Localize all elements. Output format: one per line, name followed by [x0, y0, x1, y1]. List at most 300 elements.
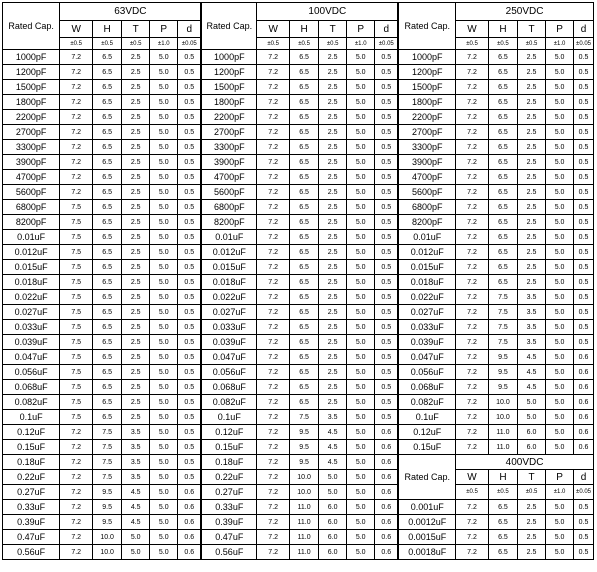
- dim-p-cell: 5.0: [150, 320, 178, 335]
- dim-t-cell: 4.5: [518, 350, 546, 365]
- dim-d-cell: 0.5: [178, 65, 202, 80]
- capacitance-cell: 8200pF: [201, 215, 256, 230]
- capacitance-cell: 0.012uF: [201, 245, 256, 260]
- dim-h-cell: 6.5: [93, 320, 122, 335]
- tolerance-header-w: ±0.5: [456, 38, 489, 50]
- capacitance-cell: 0.33uF: [201, 500, 256, 515]
- dim-t-cell: 6.0: [518, 425, 546, 440]
- dim-t-cell: 2.5: [122, 65, 150, 80]
- dim-d-cell: 0.5: [375, 65, 399, 80]
- dim-w-cell: 7.2: [257, 545, 290, 560]
- tolerance-header-h: ±0.5: [290, 38, 319, 50]
- dim-w-cell: 7.2: [456, 125, 489, 140]
- tolerance-header-p: ±1.0: [546, 38, 574, 50]
- table-row: [3, 125, 594, 140]
- dim-w-cell: 7.2: [60, 530, 93, 545]
- table-row: [3, 305, 594, 320]
- dim-w-cell: 7.2: [257, 155, 290, 170]
- capacitance-cell: 0.047uF: [3, 350, 60, 365]
- capacitance-cell: 0.068uF: [398, 380, 455, 395]
- dim-h-cell: 6.5: [488, 275, 517, 290]
- dim-h-cell: 6.5: [93, 275, 122, 290]
- voltage-header-row: [3, 3, 594, 21]
- dim-w-cell: 7.5: [60, 410, 93, 425]
- dim-p-cell: 5.0: [150, 305, 178, 320]
- dim-t-cell: 2.5: [122, 50, 150, 65]
- dim-h-cell: 6.5: [488, 245, 517, 260]
- tolerance-header-400-t: ±0.5: [518, 485, 546, 500]
- dim-p-cell: 5.0: [546, 380, 574, 395]
- dimension-header-400-h: H: [488, 470, 517, 485]
- dim-w-cell: 7.5: [60, 350, 93, 365]
- dim-d-cell: 0.5: [375, 215, 399, 230]
- dim-h-cell: 6.5: [93, 50, 122, 65]
- capacitance-cell: 0.027uF: [201, 305, 256, 320]
- dim-d-cell: 0.5: [178, 470, 202, 485]
- dim-t-cell: 2.5: [518, 500, 546, 515]
- dim-h-cell: 6.5: [290, 140, 319, 155]
- dim-p-cell: 5.0: [546, 245, 574, 260]
- dim-h-cell: 6.5: [93, 395, 122, 410]
- dim-t-cell: 2.5: [122, 410, 150, 425]
- dimension-header-w: W: [60, 21, 93, 38]
- dim-t-cell: 2.5: [319, 140, 347, 155]
- dim-w-cell: 7.2: [456, 290, 489, 305]
- dim-w-cell: 7.2: [60, 95, 93, 110]
- dim-h-cell: 6.5: [93, 125, 122, 140]
- table-row: [3, 380, 594, 395]
- dim-h-cell: 6.5: [290, 290, 319, 305]
- dim-p-cell: 5.0: [347, 455, 375, 470]
- capacitance-cell: 1500pF: [201, 80, 256, 95]
- dim-w-cell: 7.2: [60, 80, 93, 95]
- table-row: [3, 485, 594, 500]
- dim-w-cell: 7.2: [456, 305, 489, 320]
- dim-d-cell: 0.5: [375, 260, 399, 275]
- dim-t-cell: 2.5: [122, 305, 150, 320]
- dim-h-cell: 6.5: [93, 305, 122, 320]
- dim-h-cell: 6.5: [488, 80, 517, 95]
- voltage-header: 250VDC: [456, 3, 594, 21]
- dim-p-cell: 5.0: [347, 545, 375, 560]
- dim-w-cell: 7.2: [257, 500, 290, 515]
- dim-t-cell: 4.5: [518, 380, 546, 395]
- dim-h-cell: 9.5: [93, 485, 122, 500]
- tolerance-header-p: ±1.0: [347, 38, 375, 50]
- dim-p-cell: 5.0: [347, 80, 375, 95]
- dim-t-cell: 5.0: [319, 470, 347, 485]
- capacitance-cell: 0.33uF: [3, 500, 60, 515]
- dim-t-cell: 2.5: [122, 395, 150, 410]
- table-row: [3, 350, 594, 365]
- dim-t-cell: 5.0: [122, 545, 150, 560]
- capacitor-dimension-table-container: [2, 2, 594, 560]
- dim-p-cell: 5.0: [546, 500, 574, 515]
- dim-p-cell: 5.0: [347, 65, 375, 80]
- dim-t-cell: 2.5: [518, 530, 546, 545]
- dim-p-cell: 5.0: [546, 350, 574, 365]
- dim-h-cell: 6.5: [93, 230, 122, 245]
- dim-d-cell: 0.5: [178, 80, 202, 95]
- dim-d-cell: 0.5: [375, 95, 399, 110]
- dim-h-cell: 6.5: [93, 245, 122, 260]
- dim-w-cell: 7.2: [257, 485, 290, 500]
- capacitance-cell: 3900pF: [3, 155, 60, 170]
- table-header: [3, 3, 594, 50]
- capacitance-cell: 0.082uF: [201, 395, 256, 410]
- dim-p-cell: 5.0: [347, 275, 375, 290]
- dim-h-cell: 6.5: [290, 50, 319, 65]
- capacitance-cell: 0.27uF: [201, 485, 256, 500]
- dim-w-cell: 7.2: [257, 65, 290, 80]
- dim-t-cell: 2.5: [319, 320, 347, 335]
- dim-w-cell: 7.2: [257, 530, 290, 545]
- dim-w-cell: 7.2: [456, 500, 489, 515]
- table-row: [3, 425, 594, 440]
- dim-t-cell: 2.5: [319, 350, 347, 365]
- dimension-header-d: d: [375, 21, 399, 38]
- dim-h-cell: 9.5: [93, 500, 122, 515]
- dim-w-cell: 7.2: [60, 500, 93, 515]
- table-row: [3, 110, 594, 125]
- dim-p-cell: 5.0: [347, 230, 375, 245]
- capacitance-cell: 0.015uF: [398, 260, 455, 275]
- dim-h-cell: 6.5: [290, 155, 319, 170]
- dim-t-cell: 2.5: [122, 230, 150, 245]
- capacitance-cell: 2700pF: [201, 125, 256, 140]
- dim-d-cell: 0.6: [178, 500, 202, 515]
- dim-p-cell: 5.0: [546, 155, 574, 170]
- dim-p-cell: 5.0: [150, 110, 178, 125]
- voltage-header-400: 400VDC: [456, 455, 594, 470]
- table-row: [3, 320, 594, 335]
- dim-d-cell: 0.5: [375, 200, 399, 215]
- dim-w-cell: 7.2: [257, 335, 290, 350]
- dim-d-cell: 0.5: [574, 95, 594, 110]
- dim-w-cell: 7.2: [257, 275, 290, 290]
- dim-p-cell: 5.0: [150, 245, 178, 260]
- capacitance-cell: 0.22uF: [3, 470, 60, 485]
- dimension-header-t: T: [319, 21, 347, 38]
- table-row: [3, 155, 594, 170]
- dim-t-cell: 2.5: [518, 215, 546, 230]
- dim-h-cell: 6.5: [488, 260, 517, 275]
- dim-w-cell: 7.2: [60, 470, 93, 485]
- table-body: [3, 50, 594, 560]
- dim-p-cell: 5.0: [546, 140, 574, 155]
- dim-d-cell: 0.5: [178, 440, 202, 455]
- dim-h-cell: 6.5: [93, 200, 122, 215]
- dim-h-cell: 6.5: [93, 215, 122, 230]
- dim-p-cell: 5.0: [347, 125, 375, 140]
- dimension-header-row: [3, 21, 594, 38]
- dim-h-cell: 9.5: [488, 380, 517, 395]
- dim-h-cell: 6.5: [290, 80, 319, 95]
- capacitance-cell: 6800pF: [398, 200, 455, 215]
- table-row: [3, 215, 594, 230]
- capacitance-cell: 6800pF: [201, 200, 256, 215]
- capacitance-cell: 0.18uF: [201, 455, 256, 470]
- dim-p-cell: 5.0: [546, 545, 574, 560]
- dim-p-cell: 5.0: [347, 110, 375, 125]
- capacitance-cell: 0.047uF: [201, 350, 256, 365]
- dim-h-cell: 9.5: [488, 350, 517, 365]
- capacitance-cell: 8200pF: [3, 215, 60, 230]
- dim-d-cell: 0.5: [375, 350, 399, 365]
- capacitance-cell: 0.047uF: [398, 350, 455, 365]
- dim-d-cell: 0.5: [178, 395, 202, 410]
- dim-h-cell: 6.5: [93, 170, 122, 185]
- dim-h-cell: 6.5: [488, 515, 517, 530]
- dim-p-cell: 5.0: [150, 65, 178, 80]
- capacitance-cell: 0.068uF: [3, 380, 60, 395]
- capacitance-cell: 0.1uF: [398, 410, 455, 425]
- dim-h-cell: 6.5: [290, 65, 319, 80]
- tolerance-header-400-w: ±0.5: [456, 485, 489, 500]
- dim-d-cell: 0.6: [375, 545, 399, 560]
- dim-w-cell: 7.2: [456, 215, 489, 230]
- dim-p-cell: 5.0: [546, 80, 574, 95]
- voltage-header: 63VDC: [60, 3, 202, 21]
- dim-p-cell: 5.0: [150, 275, 178, 290]
- capacitor-dimension-table: [2, 2, 594, 560]
- dim-w-cell: 7.2: [257, 395, 290, 410]
- table-row: [3, 455, 594, 470]
- dim-t-cell: 3.5: [122, 440, 150, 455]
- dim-t-cell: 2.5: [518, 125, 546, 140]
- dim-h-cell: 6.5: [93, 80, 122, 95]
- dim-p-cell: 5.0: [347, 410, 375, 425]
- dim-p-cell: 5.0: [150, 185, 178, 200]
- dimension-header-400-w: W: [456, 470, 489, 485]
- capacitance-cell: 3900pF: [201, 155, 256, 170]
- dim-w-cell: 7.2: [456, 395, 489, 410]
- capacitance-cell: 3900pF: [398, 155, 455, 170]
- dim-w-cell: 7.2: [60, 170, 93, 185]
- capacitance-cell: 8200pF: [398, 215, 455, 230]
- capacitance-cell: 2200pF: [398, 110, 455, 125]
- dim-d-cell: 0.5: [375, 365, 399, 380]
- dim-t-cell: 5.0: [319, 485, 347, 500]
- dim-p-cell: 5.0: [150, 260, 178, 275]
- capacitance-cell: 0.47uF: [3, 530, 60, 545]
- capacitance-cell: 2200pF: [3, 110, 60, 125]
- dim-w-cell: 7.2: [456, 275, 489, 290]
- dim-p-cell: 5.0: [546, 95, 574, 110]
- table-row: [3, 440, 594, 455]
- dim-w-cell: 7.2: [257, 80, 290, 95]
- dim-d-cell: 0.5: [178, 275, 202, 290]
- dim-p-cell: 5.0: [546, 200, 574, 215]
- capacitance-cell: 1200pF: [3, 65, 60, 80]
- dim-w-cell: 7.2: [456, 515, 489, 530]
- table-row: [3, 515, 594, 530]
- dim-d-cell: 0.5: [574, 155, 594, 170]
- dim-p-cell: 5.0: [150, 155, 178, 170]
- dim-h-cell: 6.5: [290, 365, 319, 380]
- dim-t-cell: 2.5: [319, 290, 347, 305]
- rated-cap-header-400: Rated Cap.: [398, 455, 455, 500]
- dim-h-cell: 6.5: [93, 95, 122, 110]
- dim-p-cell: 5.0: [150, 440, 178, 455]
- dim-h-cell: 6.5: [290, 125, 319, 140]
- dim-t-cell: 3.5: [122, 470, 150, 485]
- capacitance-cell: 0.082uF: [398, 395, 455, 410]
- capacitance-cell: 0.12uF: [398, 425, 455, 440]
- dim-h-cell: 6.5: [93, 365, 122, 380]
- dim-p-cell: 5.0: [150, 230, 178, 245]
- dim-h-cell: 11.0: [488, 440, 517, 455]
- dim-d-cell: 0.5: [574, 80, 594, 95]
- tolerance-header-400-p: ±1.0: [546, 485, 574, 500]
- dim-h-cell: 6.5: [488, 125, 517, 140]
- dim-t-cell: 4.5: [319, 440, 347, 455]
- capacitance-cell: 0.039uF: [201, 335, 256, 350]
- tolerance-header-t: ±0.5: [518, 38, 546, 50]
- dim-h-cell: 6.5: [488, 185, 517, 200]
- dim-d-cell: 0.5: [178, 155, 202, 170]
- dim-h-cell: 10.0: [290, 470, 319, 485]
- dim-t-cell: 3.5: [122, 425, 150, 440]
- table-row: [3, 275, 594, 290]
- dim-d-cell: 0.5: [574, 530, 594, 545]
- dim-p-cell: 5.0: [546, 395, 574, 410]
- dim-w-cell: 7.2: [257, 410, 290, 425]
- dim-w-cell: 7.2: [60, 155, 93, 170]
- dim-w-cell: 7.2: [60, 140, 93, 155]
- dim-t-cell: 2.5: [122, 170, 150, 185]
- dim-h-cell: 6.5: [290, 185, 319, 200]
- dim-p-cell: 5.0: [347, 185, 375, 200]
- dim-p-cell: 5.0: [546, 230, 574, 245]
- dim-t-cell: 2.5: [518, 260, 546, 275]
- dim-w-cell: 7.5: [60, 320, 93, 335]
- dim-w-cell: 7.2: [456, 230, 489, 245]
- dim-d-cell: 0.6: [375, 470, 399, 485]
- dim-w-cell: 7.5: [60, 275, 93, 290]
- dim-d-cell: 0.5: [375, 395, 399, 410]
- dim-w-cell: 7.2: [456, 530, 489, 545]
- capacitance-cell: 3300pF: [3, 140, 60, 155]
- dim-w-cell: 7.2: [60, 455, 93, 470]
- dim-w-cell: 7.2: [60, 110, 93, 125]
- dim-w-cell: 7.2: [456, 185, 489, 200]
- dim-w-cell: 7.2: [60, 425, 93, 440]
- dim-d-cell: 0.5: [574, 230, 594, 245]
- dim-w-cell: 7.2: [257, 200, 290, 215]
- dim-h-cell: 6.5: [290, 230, 319, 245]
- dim-w-cell: 7.2: [60, 485, 93, 500]
- dim-d-cell: 0.5: [375, 290, 399, 305]
- dimension-header-p: P: [347, 21, 375, 38]
- dim-w-cell: 7.2: [60, 65, 93, 80]
- dim-w-cell: 7.2: [257, 215, 290, 230]
- dim-h-cell: 6.5: [488, 50, 517, 65]
- dim-t-cell: 2.5: [319, 380, 347, 395]
- capacitance-cell: 0.56uF: [3, 545, 60, 560]
- dim-h-cell: 7.5: [93, 470, 122, 485]
- dim-p-cell: 5.0: [347, 500, 375, 515]
- dim-h-cell: 10.0: [488, 410, 517, 425]
- dim-d-cell: 0.6: [178, 545, 202, 560]
- dim-h-cell: 7.5: [290, 410, 319, 425]
- dim-h-cell: 10.0: [93, 545, 122, 560]
- dim-d-cell: 0.5: [574, 260, 594, 275]
- capacitance-cell: 0.027uF: [3, 305, 60, 320]
- dim-p-cell: 5.0: [150, 290, 178, 305]
- capacitance-cell: 0.033uF: [201, 320, 256, 335]
- dim-w-cell: 7.2: [257, 320, 290, 335]
- dim-d-cell: 0.6: [574, 395, 594, 410]
- dim-d-cell: 0.5: [178, 290, 202, 305]
- dim-p-cell: 5.0: [150, 140, 178, 155]
- dim-d-cell: 0.5: [178, 185, 202, 200]
- dim-h-cell: 6.5: [488, 65, 517, 80]
- dimension-header-h: H: [93, 21, 122, 38]
- dim-d-cell: 0.5: [178, 245, 202, 260]
- capacitance-cell: 4700pF: [3, 170, 60, 185]
- dim-h-cell: 9.5: [488, 365, 517, 380]
- capacitance-cell: 2200pF: [201, 110, 256, 125]
- dim-h-cell: 6.5: [290, 245, 319, 260]
- dim-d-cell: 0.5: [178, 335, 202, 350]
- dimension-header-t: T: [122, 21, 150, 38]
- dim-h-cell: 6.5: [488, 140, 517, 155]
- dim-p-cell: 5.0: [546, 275, 574, 290]
- dim-d-cell: 0.5: [375, 410, 399, 425]
- table-row: [3, 80, 594, 95]
- dim-h-cell: 6.5: [290, 380, 319, 395]
- dim-h-cell: 6.5: [290, 395, 319, 410]
- dim-h-cell: 6.5: [290, 335, 319, 350]
- capacitance-cell: 0.033uF: [3, 320, 60, 335]
- dim-p-cell: 5.0: [546, 365, 574, 380]
- dim-p-cell: 5.0: [150, 95, 178, 110]
- dimension-header-d: d: [178, 21, 202, 38]
- capacitance-cell: 1500pF: [3, 80, 60, 95]
- dim-t-cell: 2.5: [319, 95, 347, 110]
- dim-d-cell: 0.5: [178, 380, 202, 395]
- capacitance-cell: 0.15uF: [201, 440, 256, 455]
- dim-w-cell: 7.2: [257, 470, 290, 485]
- dim-w-cell: 7.5: [60, 230, 93, 245]
- rated-cap-header: Rated Cap.: [3, 3, 60, 50]
- dim-d-cell: 0.5: [375, 335, 399, 350]
- dim-t-cell: 2.5: [319, 305, 347, 320]
- dim-t-cell: 2.5: [319, 275, 347, 290]
- dim-t-cell: 2.5: [122, 320, 150, 335]
- table-row: [3, 470, 594, 485]
- dim-w-cell: 7.5: [60, 305, 93, 320]
- capacitance-cell: 0.47uF: [201, 530, 256, 545]
- dim-h-cell: 9.5: [290, 440, 319, 455]
- dim-w-cell: 7.2: [456, 65, 489, 80]
- dim-w-cell: 7.2: [456, 440, 489, 455]
- capacitance-cell: 2700pF: [3, 125, 60, 140]
- dim-h-cell: 6.5: [488, 500, 517, 515]
- dim-w-cell: 7.2: [257, 425, 290, 440]
- capacitance-cell: 0.15uF: [3, 440, 60, 455]
- dim-p-cell: 5.0: [347, 155, 375, 170]
- dim-p-cell: 5.0: [347, 260, 375, 275]
- dim-h-cell: 6.5: [488, 545, 517, 560]
- dim-w-cell: 7.2: [257, 305, 290, 320]
- table-row: [3, 410, 594, 425]
- dim-d-cell: 0.5: [574, 50, 594, 65]
- dim-h-cell: 7.5: [93, 440, 122, 455]
- capacitance-cell: 1800pF: [3, 95, 60, 110]
- capacitance-cell: 0.01uF: [398, 230, 455, 245]
